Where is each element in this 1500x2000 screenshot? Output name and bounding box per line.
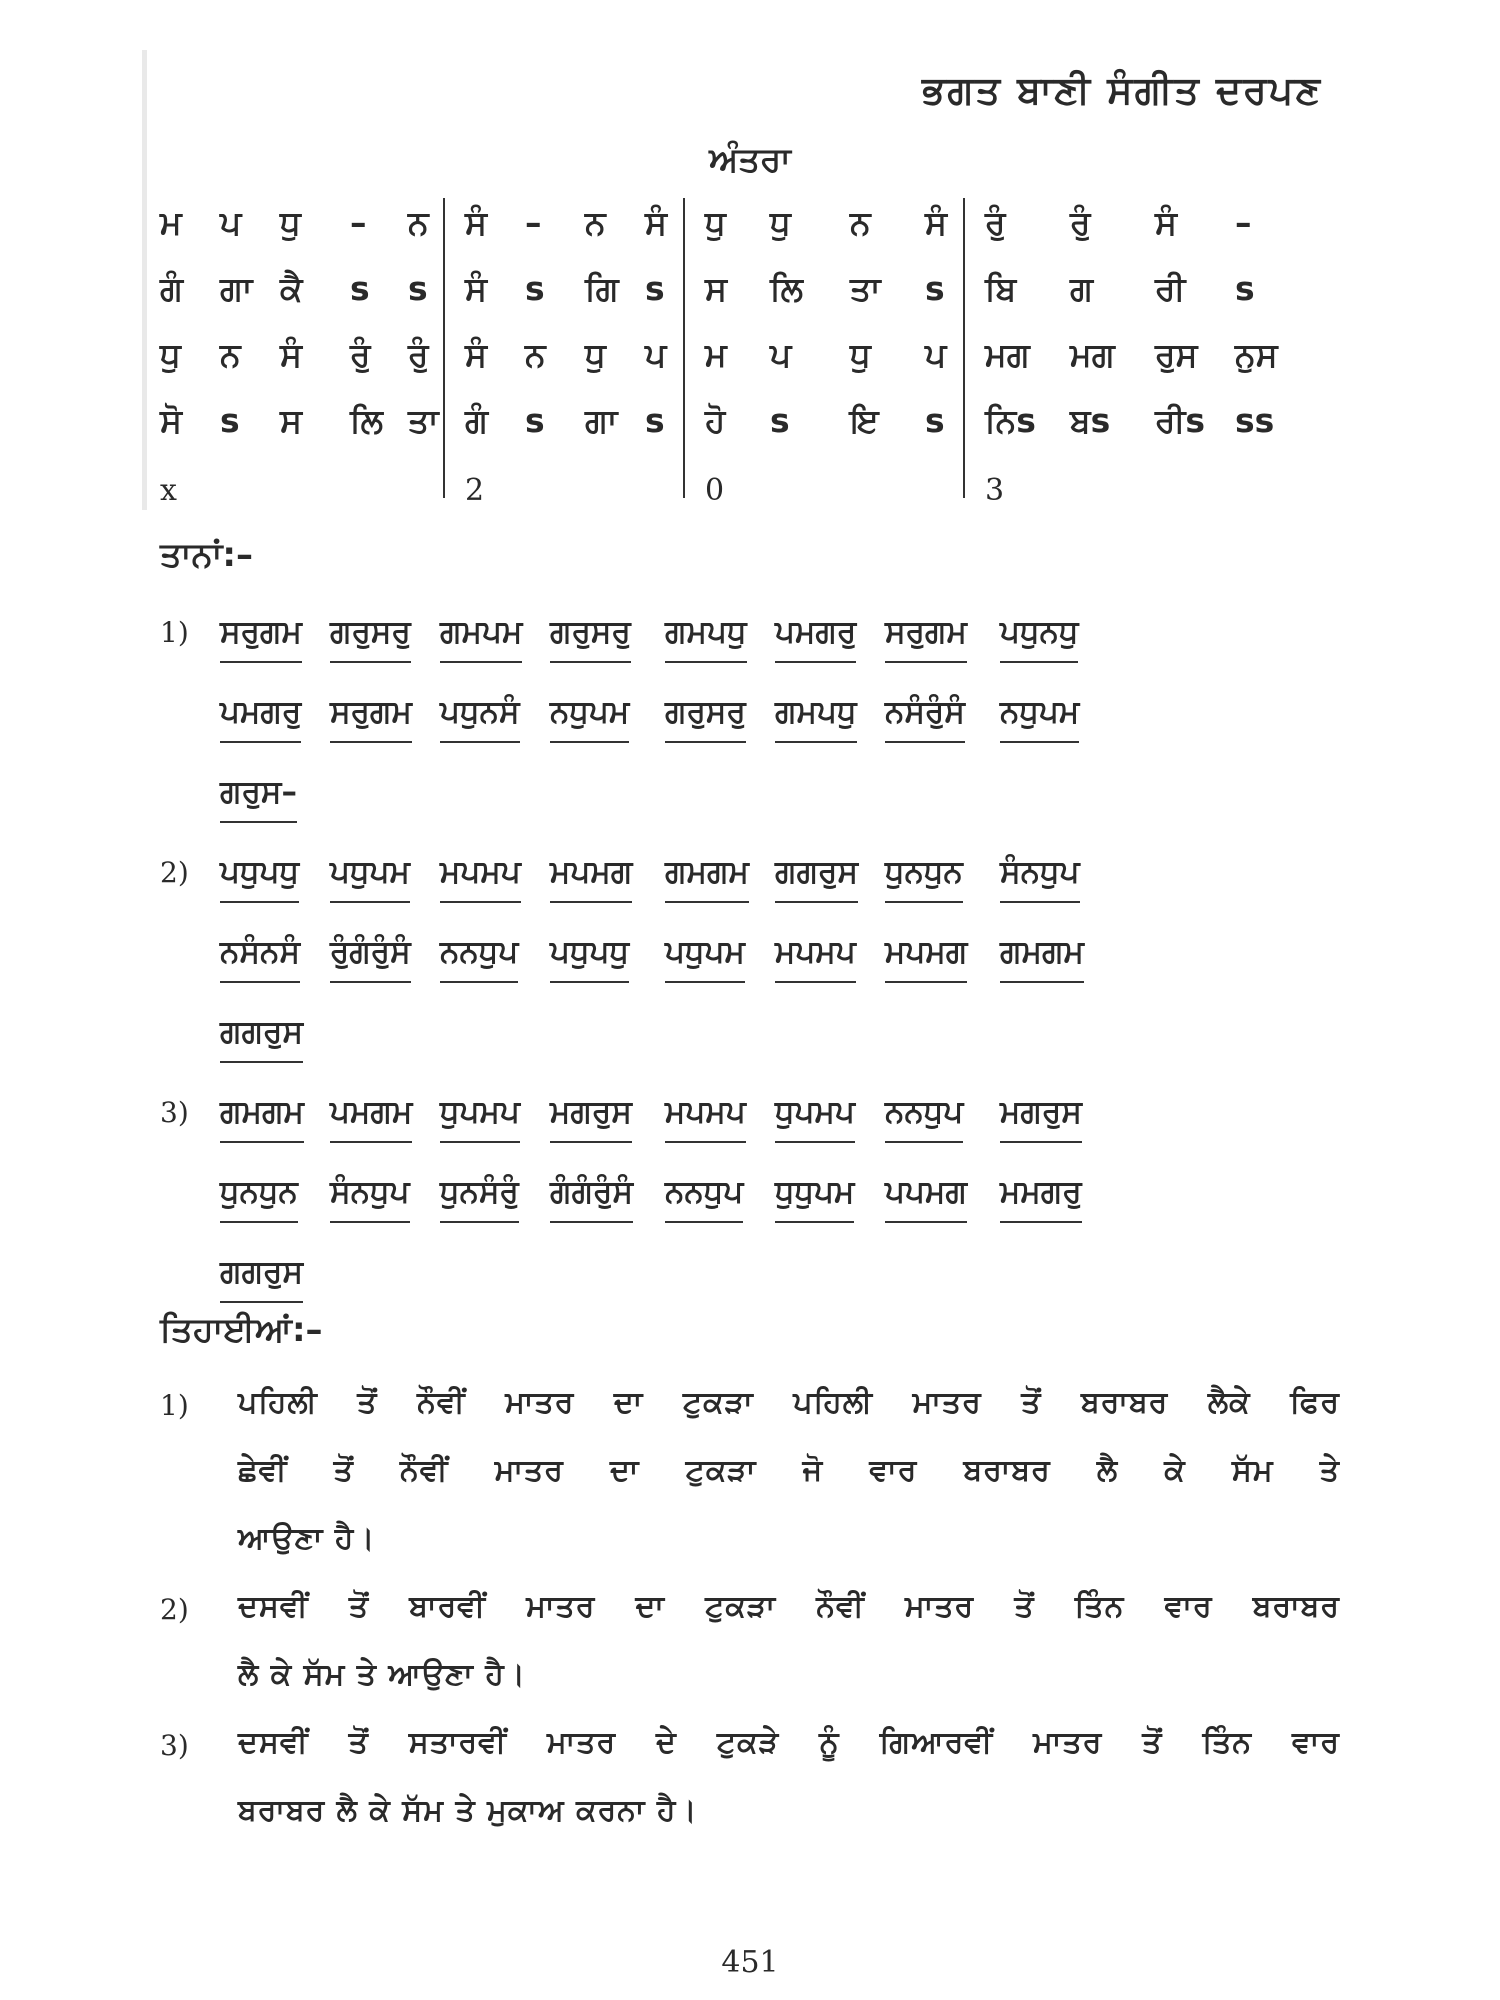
swar-cell: ਰੁਸ xyxy=(1155,335,1198,374)
swar-group xyxy=(1000,1094,1082,1131)
swar-group-underline xyxy=(330,1221,410,1223)
swar-cell: s xyxy=(645,269,665,308)
swar-cell: ਸੋ xyxy=(160,401,182,440)
swar-group-underline xyxy=(1000,1221,1082,1223)
swar-cell: ਪ xyxy=(645,335,667,374)
swar-group-underline xyxy=(440,1141,520,1143)
swar-cell: s xyxy=(1235,269,1255,308)
swar-group xyxy=(550,1094,632,1131)
swar-cell: s xyxy=(350,269,370,308)
taan-line xyxy=(160,1240,1360,1320)
swar-cell: ਨ xyxy=(525,335,546,374)
swar-group-text: ਸੰਨਧੁਪ xyxy=(330,1174,410,1210)
notation-row xyxy=(160,327,1320,393)
taan-line xyxy=(160,1160,1360,1240)
swar-group-underline xyxy=(440,1221,519,1223)
swar-group-text: ਨਸੰਨਸੰ xyxy=(220,934,301,970)
tali-row xyxy=(160,459,1320,525)
tihai-text: ਛੇਵੀਂ ਤੋਂ ਨੌਵੀਂ ਮਾਤਰ ਦਾ ਟੁਕੜਾ ਜੋ ਵਾਰ ਬਰਾਬਰ ਲੈ ਕੇ ਸੱਮ ਤੇ xyxy=(238,1453,1340,1488)
swar-group-underline xyxy=(220,741,301,743)
swar-group-text: ਪਮਗਮ xyxy=(330,1094,413,1130)
swar-cell: ਨ xyxy=(585,203,606,242)
swar-group xyxy=(220,614,302,651)
swar-cell: ਪ xyxy=(925,335,947,374)
swar-group-text: ਮਪਮਪ xyxy=(665,1094,746,1130)
swar-group-underline xyxy=(665,1141,746,1143)
swar-group xyxy=(885,854,963,891)
swar-group xyxy=(220,1094,304,1131)
tihai-line xyxy=(160,1375,1340,1443)
swar-group-underline xyxy=(885,901,963,903)
swar-group xyxy=(330,854,410,891)
swar-group xyxy=(665,1174,743,1211)
swar-group-text: ਧੁਪਮਪ xyxy=(440,1094,520,1130)
swar-group-underline xyxy=(220,1221,298,1223)
swar-group xyxy=(885,694,965,731)
swar-cell: ਪ xyxy=(770,335,792,374)
swar-group-text: ਗਗਰੁਸ xyxy=(775,854,859,890)
swar-group xyxy=(220,934,300,971)
swar-group-text: ਮਮਗਰੁ xyxy=(1000,1174,1082,1210)
swar-group-text: ਨਨਧੁਪ xyxy=(665,1174,744,1210)
swar-group-text: ਗਮਗਮ xyxy=(220,1094,304,1130)
swar-cell: s xyxy=(220,401,240,440)
swar-group-text: ਨਧੁਪਮ xyxy=(1000,694,1080,730)
page-edge-shadow xyxy=(142,50,147,510)
swar-group-underline xyxy=(330,981,411,983)
swar-cell: ਰੁੰ xyxy=(985,203,1006,242)
swar-group-underline xyxy=(440,661,522,663)
swar-group-underline xyxy=(885,741,965,743)
swar-group xyxy=(220,1254,303,1291)
swar-group-underline xyxy=(550,1141,632,1143)
taan-list xyxy=(160,600,1360,1320)
swar-group-underline xyxy=(775,901,858,903)
notation-grid xyxy=(160,195,1320,525)
swar-group-text: ਸਰੁਗਮ xyxy=(330,694,412,730)
swar-group xyxy=(330,934,411,971)
swar-group xyxy=(220,1174,298,1211)
swar-group xyxy=(330,1174,410,1211)
taan-line xyxy=(160,760,1360,840)
swar-cell: ਲਿ xyxy=(770,269,803,308)
swar-group-underline xyxy=(665,981,745,983)
swar-group-text: ਰੁੰਗੰਰੁੰਸੰ xyxy=(330,934,411,970)
swar-cell: ਗ xyxy=(1070,269,1093,308)
swar-cell: ਮਗ xyxy=(1070,335,1115,374)
tihai-line xyxy=(160,1511,1340,1579)
swar-group-text: ਨਧੁਪਮ xyxy=(550,694,630,730)
page-number: 451 xyxy=(721,1945,779,1980)
tihai-line xyxy=(160,1443,1340,1511)
swar-group xyxy=(775,1094,855,1131)
notation-row xyxy=(160,393,1320,459)
tihai-text: ਦਸਵੀਂ ਤੋਂ ਸਤਾਰਵੀਂ ਮਾਤਰ ਦੇ ਟੁਕੜੇ ਨੂੰ ਗਿਆਰਵੀਂ ਮਾਤਰ ਤੋਂ ਤਿੰਨ ਵਾਰ xyxy=(238,1725,1340,1760)
swar-group-text: ਧੁਨਧੁਨ xyxy=(220,1174,298,1210)
swar-group-underline xyxy=(220,981,300,983)
swar-group-underline xyxy=(665,901,749,903)
swar-group xyxy=(440,1094,520,1131)
swar-cell: ਸੰ xyxy=(645,203,667,242)
swar-cell: s xyxy=(645,401,665,440)
vibhag-divider xyxy=(443,198,445,498)
swar-cell: ਰੀs xyxy=(1155,401,1206,440)
swar-group-text: ਗਰੁਸਰੁ xyxy=(550,614,631,650)
swar-group-text: ਮਗਰੁਸ xyxy=(550,1094,632,1130)
swar-group-text: ਨਸੰਰੁੰਸੰ xyxy=(885,694,965,730)
swar-cell: ਧੁ xyxy=(585,335,606,374)
swar-group-text: ਮਪਮਪ xyxy=(775,934,856,970)
swar-group xyxy=(775,1174,854,1211)
swar-group-text: ਪਧੁਨਧੁ xyxy=(1000,614,1079,650)
swar-group-underline xyxy=(550,741,629,743)
swar-cell: ਰੁੰ xyxy=(408,335,429,374)
swar-group-underline xyxy=(330,741,412,743)
swar-group xyxy=(885,614,967,651)
swar-group-underline xyxy=(885,981,967,983)
swar-group-text: ਧੁਪਮਪ xyxy=(775,1094,855,1130)
swar-group-underline xyxy=(550,661,631,663)
swar-cell: ਸ xyxy=(280,401,302,440)
swar-cell: ਲਿ xyxy=(350,401,383,440)
swar-cell: ਨਿs xyxy=(985,401,1036,440)
swar-group xyxy=(775,614,856,651)
swar-group-text: ਪਪਮਗ xyxy=(885,1174,967,1210)
swar-group-text: ਪਮਗਰੁ xyxy=(775,614,857,650)
swar-group xyxy=(330,614,411,651)
swar-cell: ਹੋ xyxy=(705,401,726,440)
swar-group xyxy=(885,1174,967,1211)
swar-group xyxy=(775,934,856,971)
swar-cell: ਕੈ xyxy=(280,269,303,308)
swar-group-text: ਨਨਧੁਪ xyxy=(885,1094,964,1130)
swar-group-text: ਪਮਗਰੁ xyxy=(220,694,302,730)
swar-cell: ਸੰ xyxy=(465,335,487,374)
swar-group xyxy=(550,614,631,651)
swar-group-underline xyxy=(220,1141,304,1143)
swar-cell: ਸੰ xyxy=(280,335,302,374)
swar-cell: ਗੰ xyxy=(465,401,488,440)
swar-group xyxy=(550,934,629,971)
tihai-text: ਬਰਾਬਰ ਲੈ ਕੇ ਸੱਮ ਤੇ ਮੁਕਾਅ ਕਰਨਾ ਹੈ। xyxy=(238,1793,698,1828)
swar-cell: ਨੁਸ xyxy=(1235,335,1278,374)
swar-group-text: ਪਧੁਨਸੰ xyxy=(440,694,520,730)
swar-group xyxy=(330,1094,412,1131)
swar-cell: ਗਿ xyxy=(585,269,619,308)
swar-cell: ਰੀ xyxy=(1155,269,1186,308)
swar-cell: ਧੁ xyxy=(160,335,181,374)
swar-group xyxy=(550,694,629,731)
swar-group xyxy=(885,1094,963,1131)
swar-group-text: ਮਗਰੁਸ xyxy=(1000,1094,1082,1130)
swar-cell: – xyxy=(350,203,367,242)
taan-line xyxy=(160,920,1360,1000)
notation-row xyxy=(160,195,1320,261)
swar-group-underline xyxy=(440,741,520,743)
swar-group-text: ਮਪਮਪ xyxy=(440,854,521,890)
swar-cell: ਸੰ xyxy=(925,203,947,242)
tihai-heading: ਤਿਹਾਈਆਂ:– xyxy=(160,1310,323,1350)
swar-group-underline xyxy=(1000,741,1079,743)
swar-group xyxy=(885,934,967,971)
swar-group-text: ਪਧੁਪਧੁ xyxy=(220,854,300,890)
swar-group-underline xyxy=(440,981,518,983)
swar-group-underline xyxy=(1000,1141,1082,1143)
vibhag-divider xyxy=(683,198,685,498)
swar-group xyxy=(440,854,521,891)
swar-group-text: ਗਮਪਧੁ xyxy=(665,614,747,650)
swar-cell: ਸੰ xyxy=(465,203,487,242)
tihai-list xyxy=(160,1375,1340,1851)
swar-cell: ਬs xyxy=(1070,401,1111,440)
swar-group xyxy=(775,854,858,891)
swar-group-text: ਗੰਗੰਰੁੰਸੰ xyxy=(550,1174,634,1210)
swar-cell: ਤਾ xyxy=(408,401,439,440)
swar-cell: ss xyxy=(1235,401,1275,440)
tihai-text: ਪਹਿਲੀ ਤੋਂ ਨੌਵੀਂ ਮਾਤਰ ਦਾ ਟੁਕੜਾ ਪਹਿਲੀ ਮਾਤਰ ਤੋਂ ਬਰਾਬਰ ਲੈਕੇ ਫਿਰ xyxy=(238,1385,1340,1420)
swar-group xyxy=(220,774,297,811)
swar-group-text: ਗਮਪਮ xyxy=(440,614,523,650)
tihai-line xyxy=(160,1783,1340,1851)
swar-group xyxy=(220,694,301,731)
swar-cell: ਧੁ xyxy=(280,203,301,242)
swar-group-underline xyxy=(220,1301,303,1303)
swar-cell: ਰੁੰ xyxy=(350,335,371,374)
tali-mark: 0 xyxy=(705,473,725,508)
swar-group-underline xyxy=(775,741,857,743)
swar-group-underline xyxy=(1000,661,1078,663)
swar-group xyxy=(330,694,412,731)
swar-group-underline xyxy=(220,1061,303,1063)
swar-group-text: ਧੁਨਸੰਰੁੰ xyxy=(440,1174,519,1210)
swar-group-text: ਗਰੁਸਰੁ xyxy=(330,614,411,650)
swar-cell: s xyxy=(770,401,790,440)
swar-group xyxy=(665,614,747,651)
swar-cell: ਨ xyxy=(850,203,871,242)
swar-group-underline xyxy=(550,1221,633,1223)
swar-group-underline xyxy=(665,741,746,743)
swar-cell: – xyxy=(525,203,542,242)
swar-group-text: ਗਗਰੁਸ xyxy=(220,1254,304,1290)
tihai-text: ਦਸਵੀਂ ਤੋਂ ਬਾਰਵੀਂ ਮਾਤਰ ਦਾ ਟੁਕੜਾ ਨੌਵੀਂ ਮਾਤਰ ਤੋਂ ਤਿੰਨ ਵਾਰ ਬਰਾਬਰ xyxy=(238,1589,1340,1624)
swar-group-text: ਧੁਨਧੁਨ xyxy=(885,854,963,890)
swar-group xyxy=(1000,694,1079,731)
swar-group-underline xyxy=(1000,981,1084,983)
swar-group xyxy=(440,1174,519,1211)
swar-group-underline xyxy=(1000,901,1080,903)
swar-cell: ਮਗ xyxy=(985,335,1030,374)
swar-group xyxy=(775,694,857,731)
swar-group xyxy=(440,694,520,731)
swar-group-underline xyxy=(330,1141,412,1143)
swar-cell: – xyxy=(1235,203,1252,242)
swar-group-text: ਮਪਮਗ xyxy=(550,854,633,890)
taan-line xyxy=(160,600,1360,680)
tihai-line xyxy=(160,1647,1340,1715)
swar-group xyxy=(440,614,522,651)
swar-cell: ਸੰ xyxy=(465,269,487,308)
taan-heading: ਤਾਨਾਂ:– xyxy=(160,535,253,575)
swar-group xyxy=(220,1014,303,1051)
swar-cell: ਗੰ xyxy=(160,269,183,308)
swar-group-underline xyxy=(330,661,411,663)
swar-cell: ਧੁ xyxy=(850,335,871,374)
swar-cell: s xyxy=(408,269,428,308)
swar-group xyxy=(665,934,745,971)
swar-group-underline xyxy=(220,821,297,823)
swar-group xyxy=(550,854,632,891)
swar-cell: s xyxy=(525,401,545,440)
tihai-text: ਆਉਣਾ ਹੈ। xyxy=(238,1521,376,1556)
swar-group-underline xyxy=(220,901,299,903)
antra-heading: ਅੰਤਰਾ xyxy=(709,140,791,180)
swar-cell: ਮ xyxy=(160,203,182,242)
swar-group-underline xyxy=(775,1141,855,1143)
tihai-number: 1) xyxy=(160,1389,189,1422)
swar-cell: ਇ xyxy=(850,401,879,440)
tihai-text: ਲੈ ਕੇ ਸੱਮ ਤੇ ਆਉਣਾ ਹੈ। xyxy=(238,1657,526,1692)
swar-cell: s xyxy=(925,401,945,440)
swar-group-text: ਗਮਗਮ xyxy=(1000,934,1084,970)
tihai-line xyxy=(160,1715,1340,1783)
swar-group xyxy=(550,1174,633,1211)
swar-group xyxy=(1000,934,1084,971)
swar-group xyxy=(440,934,518,971)
tihai-line xyxy=(160,1579,1340,1647)
taan-line xyxy=(160,1080,1360,1160)
swar-cell: s xyxy=(925,269,945,308)
swar-group-text: ਧੁਧੁਪਮ xyxy=(775,1174,855,1210)
taan-line xyxy=(160,680,1360,760)
swar-group-text: ਗਰੁਸਰੁ xyxy=(665,694,746,730)
swar-group xyxy=(1000,1174,1082,1211)
swar-group xyxy=(665,1094,746,1131)
swar-cell: ਨ xyxy=(408,203,429,242)
swar-group-underline xyxy=(885,1141,963,1143)
swar-cell: ਗਾ xyxy=(220,269,253,308)
taan-number: 1) xyxy=(160,616,189,649)
swar-cell: s xyxy=(525,269,545,308)
swar-group xyxy=(1000,854,1080,891)
swar-group xyxy=(220,854,299,891)
swar-group-underline xyxy=(665,661,747,663)
swar-group-underline xyxy=(775,1221,854,1223)
swar-group-underline xyxy=(885,1221,967,1223)
swar-group-text: ਨਨਧੁਪ xyxy=(440,934,519,970)
swar-group-underline xyxy=(440,901,521,903)
swar-group-underline xyxy=(885,661,967,663)
swar-group-text: ਗਰੁਸ– xyxy=(220,774,297,810)
swar-group-underline xyxy=(665,1221,743,1223)
swar-cell: ਨ xyxy=(220,335,241,374)
swar-group-underline xyxy=(330,901,410,903)
swar-cell: ਸੰ xyxy=(1155,203,1177,242)
swar-group-text: ਗਮਪਧੁ xyxy=(775,694,857,730)
taan-line xyxy=(160,840,1360,920)
tali-mark: x xyxy=(160,473,177,508)
swar-group-underline xyxy=(550,901,632,903)
swar-group-underline xyxy=(550,981,629,983)
swar-group-text: ਪਧੁਪਮ xyxy=(330,854,410,890)
swar-cell: ਰੁੰ xyxy=(1070,203,1091,242)
swar-group-underline xyxy=(775,981,856,983)
swar-cell: ਤਾ xyxy=(850,269,881,308)
swar-cell: ਪ xyxy=(220,203,242,242)
running-header: ਭਗਤ ਬਾਣੀ ਸੰਗੀਤ ਦਰਪਣ xyxy=(922,68,1322,112)
swar-cell: ਧੁ xyxy=(705,203,726,242)
swar-group-underline xyxy=(775,661,856,663)
swar-cell: ਮ xyxy=(705,335,727,374)
swar-group-text: ਸਰੁਗਮ xyxy=(885,614,967,650)
swar-group-text: ਗਗਰੁਸ xyxy=(220,1014,304,1050)
tali-mark: 2 xyxy=(465,473,485,508)
swar-cell: ਬਿ xyxy=(985,269,1017,308)
swar-group-text: ਪਧੁਪਧੁ xyxy=(550,934,630,970)
swar-group-underline xyxy=(220,661,302,663)
taan-number: 3) xyxy=(160,1096,189,1129)
tihai-number: 3) xyxy=(160,1729,189,1762)
swar-group xyxy=(665,854,749,891)
swar-group-text: ਮਪਮਗ xyxy=(885,934,968,970)
tihai-number: 2) xyxy=(160,1593,189,1626)
swar-group-text: ਪਧੁਪਮ xyxy=(665,934,745,970)
taan-number: 2) xyxy=(160,856,189,889)
swar-group-text: ਸਰੁਗਮ xyxy=(220,614,302,650)
swar-cell: ਸ xyxy=(705,269,727,308)
taan-line xyxy=(160,1000,1360,1080)
swar-cell: ਗਾ xyxy=(585,401,618,440)
tali-mark: 3 xyxy=(985,473,1005,508)
swar-group xyxy=(665,694,746,731)
swar-cell: ਧੁ xyxy=(770,203,791,242)
swar-group-text: ਸੰਨਧੁਪ xyxy=(1000,854,1080,890)
notation-row xyxy=(160,261,1320,327)
swar-group xyxy=(1000,614,1078,651)
vibhag-divider xyxy=(963,198,965,498)
swar-group-text: ਗਮਗਮ xyxy=(665,854,749,890)
